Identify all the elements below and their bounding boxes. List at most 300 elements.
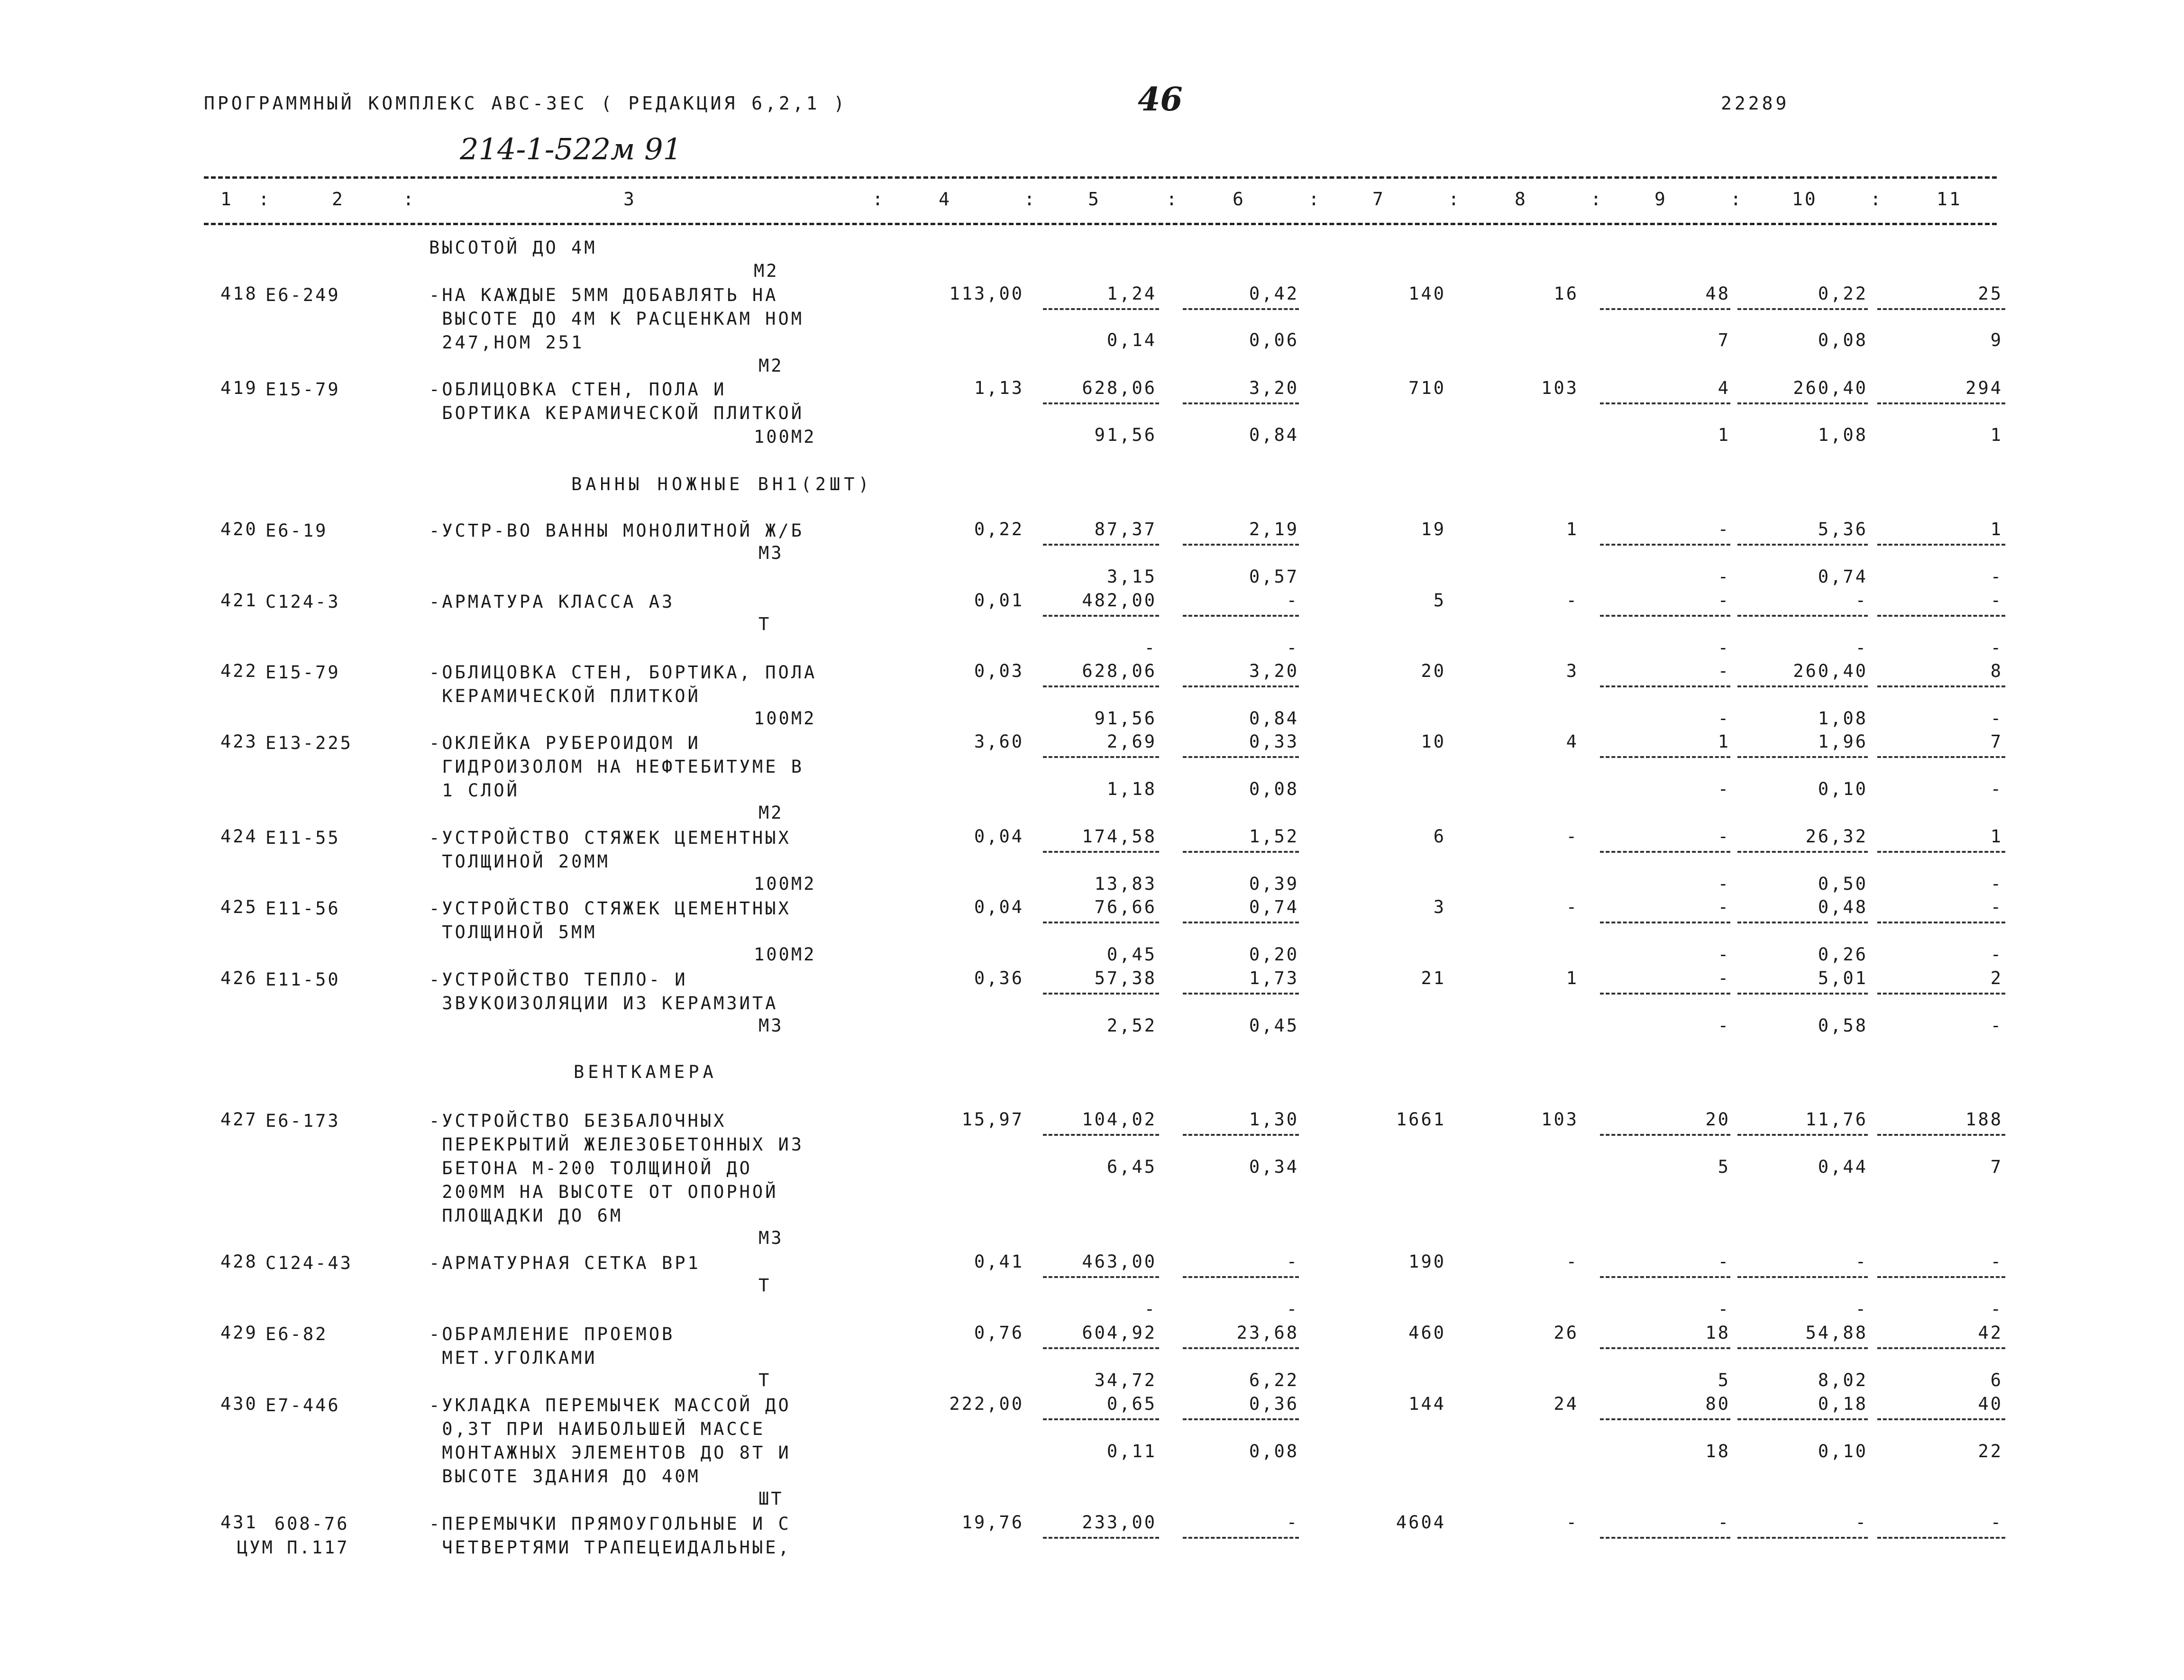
document-number: 22289 — [1721, 93, 1790, 114]
row-number: 424 — [220, 826, 258, 847]
unit-of-measure: 100М2 — [754, 427, 816, 447]
subtotal-divider — [1600, 993, 1730, 995]
subtotal-divider — [1737, 308, 1868, 310]
value-c6b: 0,08 — [1249, 1441, 1299, 1461]
subtotal-divider — [1877, 1347, 2005, 1349]
value-c9b: 7 — [1718, 330, 1730, 350]
value-c4: 3,60 — [974, 731, 1024, 752]
value-c7: 10 — [1421, 731, 1446, 752]
value-c11b: - — [1990, 1299, 2003, 1319]
value-c9b: - — [1718, 566, 1730, 587]
value-c9: - — [1718, 897, 1730, 917]
subtotal-divider — [1600, 615, 1730, 617]
unit-of-measure: М3 — [758, 543, 784, 563]
value-c10: 11,76 — [1805, 1109, 1868, 1130]
work-description: -АРМАТУРНАЯ СЕТКА ВР1 — [429, 1253, 701, 1273]
unit-of-measure: 100М2 — [754, 708, 816, 729]
row-number: 421 — [220, 590, 258, 611]
subtotal-divider — [1877, 308, 2005, 310]
value-c7: 3 — [1433, 897, 1446, 917]
subtotal-divider — [1183, 993, 1299, 995]
value-c9b: 1 — [1718, 425, 1730, 445]
value-c5b: 6,45 — [1106, 1157, 1157, 1177]
value-c8: 1 — [1566, 968, 1579, 988]
value-c9b: 5 — [1718, 1370, 1730, 1390]
col-header-4: 4 — [939, 189, 951, 210]
value-c6: 0,42 — [1249, 283, 1299, 304]
value-c10b: 0,58 — [1818, 1015, 1868, 1036]
subtotal-divider — [1043, 1418, 1159, 1420]
value-c11: - — [1990, 1251, 2003, 1272]
subtotal-divider — [1600, 308, 1730, 310]
value-c5b: - — [1144, 638, 1157, 658]
rate-code: Е6-19 — [265, 520, 328, 541]
value-c8: - — [1566, 590, 1579, 611]
value-c5b: 13,83 — [1094, 874, 1157, 894]
value-c10: 5,36 — [1818, 519, 1868, 539]
col-header-9: 9 — [1654, 189, 1667, 210]
col-sep: : — [258, 189, 269, 210]
subtotal-divider — [1877, 685, 2005, 687]
value-c5: 87,37 — [1094, 519, 1157, 539]
subtotal-divider — [1043, 1537, 1159, 1539]
subtotal-divider — [1183, 1276, 1299, 1278]
unit-of-measure: М3 — [758, 1015, 784, 1036]
subtotal-divider — [1737, 615, 1868, 617]
subtotal-divider — [1600, 402, 1730, 404]
value-c10b: 0,26 — [1818, 944, 1868, 965]
value-c5b: - — [1144, 1299, 1157, 1319]
value-c5b: 0,11 — [1106, 1441, 1157, 1461]
value-c8: - — [1566, 826, 1579, 847]
value-c11b: - — [1990, 1015, 2003, 1036]
value-c10b: 0,74 — [1818, 566, 1868, 587]
rate-code: Е7-446 — [265, 1395, 340, 1415]
subtotal-divider — [1877, 1134, 2005, 1136]
work-description: -ОБЛИЦОВКА СТЕН, БОРТИКА, ПОЛА КЕРАМИЧЕСКОЙ ПЛИТКОЙ — [429, 662, 817, 706]
value-c11b: - — [1990, 944, 2003, 965]
value-c11b: 1 — [1990, 425, 2003, 445]
value-c5: 604,92 — [1082, 1323, 1157, 1343]
rate-code: Е11-55 — [265, 828, 340, 848]
col-sep: : — [1024, 189, 1035, 210]
col-sep: : — [403, 189, 414, 210]
col-header-5: 5 — [1088, 189, 1101, 210]
subtotal-divider — [1043, 544, 1159, 546]
subtotal-divider — [1737, 922, 1868, 923]
row-number: 418 — [220, 283, 258, 304]
value-c5: 104,02 — [1082, 1109, 1157, 1130]
row-number: 425 — [220, 897, 258, 917]
value-c10: 0,18 — [1818, 1394, 1868, 1414]
subtotal-divider — [1877, 402, 2005, 404]
value-c9: 1 — [1718, 731, 1730, 752]
value-c11: 1 — [1990, 519, 2003, 539]
value-c11b: 9 — [1990, 330, 2003, 350]
value-c6: 3,20 — [1249, 378, 1299, 398]
value-c9: - — [1718, 1251, 1730, 1272]
value-c9b: 18 — [1705, 1441, 1730, 1461]
subtotal-divider — [1737, 402, 1868, 404]
value-c5: 76,66 — [1094, 897, 1157, 917]
subtotal-divider — [1737, 1418, 1868, 1420]
value-c8: - — [1566, 1251, 1579, 1272]
value-c6: - — [1286, 1512, 1299, 1533]
value-c7: 1661 — [1396, 1109, 1446, 1130]
value-c9b: - — [1718, 1299, 1730, 1319]
col-header-6: 6 — [1233, 189, 1245, 210]
value-c10: 0,22 — [1818, 283, 1868, 304]
value-c6: - — [1286, 1251, 1299, 1272]
value-c10b: - — [1855, 1299, 1868, 1319]
col-sep: : — [1448, 189, 1459, 210]
value-c6b: 0,45 — [1249, 1015, 1299, 1036]
value-c5: 463,00 — [1082, 1251, 1157, 1272]
value-c5b: 34,72 — [1094, 1370, 1157, 1390]
value-c11: 25 — [1978, 283, 2003, 304]
value-c9: 80 — [1705, 1394, 1730, 1414]
value-c4: 1,13 — [974, 378, 1024, 398]
value-c8: 26 — [1553, 1323, 1579, 1343]
value-c6: 0,33 — [1249, 731, 1299, 752]
row-number: 430 — [220, 1394, 258, 1414]
subtotal-divider — [1600, 685, 1730, 687]
work-description: -ОБЛИЦОВКА СТЕН, ПОЛА И БОРТИКА КЕРАМИЧЕСКОЙ ПЛИТКОЙ — [429, 379, 804, 423]
value-c10: 26,32 — [1805, 826, 1868, 847]
rate-code: Е15-79 — [265, 662, 340, 683]
continued-description: ВЫСОТОЙ ДО 4М — [429, 237, 597, 258]
value-c11: 294 — [1965, 378, 2003, 398]
value-c4: 0,04 — [974, 897, 1024, 917]
value-c11: 7 — [1990, 731, 2003, 752]
subtotal-divider — [1043, 756, 1159, 758]
value-c10b: 1,08 — [1818, 425, 1868, 445]
value-c7: 21 — [1421, 968, 1446, 988]
subtotal-divider — [1183, 1418, 1299, 1420]
subtotal-divider — [1737, 1276, 1868, 1278]
subtotal-divider — [1877, 544, 2005, 546]
value-c11: 1 — [1990, 826, 2003, 847]
value-c4: 0,41 — [974, 1251, 1024, 1272]
value-c10b: 0,08 — [1818, 330, 1868, 350]
value-c4: 0,03 — [974, 661, 1024, 681]
work-description: -УСТР-ВО ВАННЫ МОНОЛИТНОЙ Ж/Б — [429, 520, 804, 541]
value-c10b: 0,50 — [1818, 874, 1868, 894]
col-header-1: 1 — [220, 189, 233, 210]
value-c8: 24 — [1553, 1394, 1579, 1414]
value-c11b: - — [1990, 779, 2003, 799]
value-c10: 1,96 — [1818, 731, 1868, 752]
value-c8: - — [1566, 897, 1579, 917]
section-heading: ВАННЫ НОЖНЫЕ ВН1(2ШТ) — [571, 474, 873, 494]
value-c11b: - — [1990, 874, 2003, 894]
work-description: -УСТРОЙСТВО СТЯЖЕК ЦЕМЕНТНЫХ ТОЛЩИНОЙ 20ММ — [429, 828, 791, 872]
value-c7: 5 — [1433, 590, 1446, 611]
value-c4: 113,00 — [949, 283, 1024, 304]
value-c5: 482,00 — [1082, 590, 1157, 611]
value-c6: 1,52 — [1249, 826, 1299, 847]
subtotal-divider — [1877, 756, 2005, 758]
value-c6: 0,36 — [1249, 1394, 1299, 1414]
unit-of-measure: М3 — [758, 1228, 784, 1248]
value-c8: 103 — [1541, 1109, 1579, 1130]
rate-code: Е13-225 — [265, 733, 353, 753]
value-c6: 3,20 — [1249, 661, 1299, 681]
value-c5: 628,06 — [1082, 661, 1157, 681]
value-c5: 174,58 — [1082, 826, 1157, 847]
value-c10: 260,40 — [1793, 378, 1868, 398]
value-c4: 0,36 — [974, 968, 1024, 988]
value-c5: 233,00 — [1082, 1512, 1157, 1533]
work-description: -ОКЛЕЙКА РУБЕРОИДОМ И ГИДРОИЗОЛОМ НА НЕФТЕБИТУМЕ В 1 СЛОЙ — [429, 733, 804, 801]
subtotal-divider — [1043, 993, 1159, 995]
rate-code: С124-3 — [265, 592, 340, 612]
row-number: 422 — [220, 661, 258, 681]
rate-code: Е15-79 — [265, 379, 340, 400]
value-c8: - — [1566, 1512, 1579, 1533]
row-number: 427 — [220, 1109, 258, 1130]
value-c11: - — [1990, 1512, 2003, 1533]
subtotal-divider — [1600, 1134, 1730, 1136]
unit-of-measure: Т — [758, 1275, 771, 1296]
value-c9: 4 — [1718, 378, 1730, 398]
subtotal-divider — [1600, 851, 1730, 853]
rate-code: Е11-50 — [265, 969, 340, 990]
value-c4: 19,76 — [961, 1512, 1024, 1533]
value-c9: - — [1718, 590, 1730, 611]
unit-of-measure: М2 — [758, 803, 784, 823]
work-description: -ПЕРЕМЫЧКИ ПРЯМОУГОЛЬНЫЕ И С ЧЕТВЕРТЯМИ ТРАПЕЦЕИДАЛЬНЫЕ, — [429, 1514, 791, 1558]
row-number: 419 — [220, 378, 258, 398]
value-c11b: 22 — [1978, 1441, 2003, 1461]
subtotal-divider — [1043, 308, 1159, 310]
value-c6b: 0,34 — [1249, 1157, 1299, 1177]
subtotal-divider — [1043, 1134, 1159, 1136]
value-c9b: - — [1718, 638, 1730, 658]
value-c11b: - — [1990, 638, 2003, 658]
unit-of-measure: ШТ — [758, 1488, 784, 1509]
value-c11b: 7 — [1990, 1157, 2003, 1177]
value-c9b: 5 — [1718, 1157, 1730, 1177]
row-number: 431 — [220, 1512, 258, 1533]
work-description: -УСТРОЙСТВО СТЯЖЕК ЦЕМЕНТНЫХ ТОЛЩИНОЙ 5ММ — [429, 898, 791, 942]
subtotal-divider — [1877, 922, 2005, 923]
subtotal-divider — [1737, 1134, 1868, 1136]
value-c5b: 0,45 — [1106, 944, 1157, 965]
work-description: -УСТРОЙСТВО ТЕПЛО- И ЗВУКОИЗОЛЯЦИИ ИЗ КЕРАМЗИТА — [429, 969, 778, 1013]
value-c4: 0,22 — [974, 519, 1024, 539]
unit-of-measure: М2 — [758, 356, 784, 376]
unit-of-measure: 100М2 — [754, 944, 816, 965]
value-c9b: - — [1718, 779, 1730, 799]
value-c5: 628,06 — [1082, 378, 1157, 398]
col-sep: : — [1166, 189, 1177, 210]
value-c9: - — [1718, 519, 1730, 539]
row-number: 428 — [220, 1251, 258, 1272]
subtotal-divider — [1183, 1134, 1299, 1136]
subtotal-divider — [1043, 922, 1159, 923]
value-c4: 0,76 — [974, 1323, 1024, 1343]
value-c4: 0,01 — [974, 590, 1024, 611]
value-c6b: 0,84 — [1249, 708, 1299, 729]
value-c6: 2,19 — [1249, 519, 1299, 539]
subtotal-divider — [1183, 685, 1299, 687]
col-sep: : — [872, 189, 883, 210]
subtotal-divider — [1600, 922, 1730, 923]
col-header-10: 10 — [1792, 189, 1818, 210]
subtotal-divider — [1737, 1537, 1868, 1539]
value-c6: 0,74 — [1249, 897, 1299, 917]
value-c7: 140 — [1408, 283, 1446, 304]
value-c6b: 0,06 — [1249, 330, 1299, 350]
value-c9b: - — [1718, 1015, 1730, 1036]
value-c8: 3 — [1566, 661, 1579, 681]
col-header-3: 3 — [623, 189, 636, 210]
value-c11: 8 — [1990, 661, 2003, 681]
subtotal-divider — [1183, 544, 1299, 546]
value-c11: - — [1990, 590, 2003, 611]
subtotal-divider — [1600, 1276, 1730, 1278]
subtotal-divider — [1600, 544, 1730, 546]
col-header-7: 7 — [1372, 189, 1385, 210]
work-description: -АРМАТУРА КЛАССА А3 — [429, 592, 675, 612]
value-c11: 188 — [1965, 1109, 2003, 1130]
value-c7: 460 — [1408, 1323, 1446, 1343]
work-description: -УКЛАДКА ПЕРЕМЫЧЕК МАССОЙ ДО 0,3Т ПРИ НАИБОЛЬШЕЙ МАССЕ МОНТАЖНЫХ ЭЛЕМЕНТОВ ДО 8Т И ВЫСОТЕ ЗДАНИЯ ДО 40М — [429, 1395, 791, 1487]
value-c4: 15,97 — [961, 1109, 1024, 1130]
row-number: 426 — [220, 968, 258, 988]
row-number: 423 — [220, 731, 258, 752]
subtotal-divider — [1043, 1347, 1159, 1349]
value-c10: 54,88 — [1805, 1323, 1868, 1343]
value-c11b: - — [1990, 566, 2003, 587]
subtotal-divider — [1043, 615, 1159, 617]
value-c4: 0,04 — [974, 826, 1024, 847]
value-c7: 144 — [1408, 1394, 1446, 1414]
value-c6b: 0,39 — [1249, 874, 1299, 894]
work-description: -УСТРОЙСТВО БЕЗБАЛОЧНЫХ ПЕРЕКРЫТИЙ ЖЕЛЕЗОБЕТОННЫХ ИЗ БЕТОНА М-200 ТОЛЩИНОЙ ДО 200ММ НА ВЫСОТЕ ОТ ОПОРНОЙ ПЛОЩАДКИ ДО 6М — [429, 1111, 804, 1226]
value-c7: 4604 — [1396, 1512, 1446, 1533]
value-c10: - — [1855, 1251, 1868, 1272]
value-c6b: 0,08 — [1249, 779, 1299, 799]
subtotal-divider — [1183, 922, 1299, 923]
row-number: 429 — [220, 1323, 258, 1343]
subtotal-divider — [1737, 756, 1868, 758]
subtotal-divider — [1183, 756, 1299, 758]
col-header-8: 8 — [1515, 189, 1527, 210]
col-header-2: 2 — [332, 189, 345, 210]
value-c5b: 0,14 — [1106, 330, 1157, 350]
col-sep: : — [1730, 189, 1741, 210]
unit-of-measure: Т — [758, 614, 771, 634]
value-c6: 1,30 — [1249, 1109, 1299, 1130]
subtotal-divider — [1043, 402, 1159, 404]
value-c7: 710 — [1408, 378, 1446, 398]
rate-code: Е6-173 — [265, 1111, 340, 1131]
value-c10: - — [1855, 1512, 1868, 1533]
header-bottom-rule — [204, 223, 1997, 225]
value-c10b: 1,08 — [1818, 708, 1868, 729]
col-sep: : — [1870, 189, 1881, 210]
subtotal-divider — [1600, 1347, 1730, 1349]
value-c7: 6 — [1433, 826, 1446, 847]
value-c6b: 0,57 — [1249, 566, 1299, 587]
value-c5: 1,24 — [1106, 283, 1157, 304]
subtotal-divider — [1737, 851, 1868, 853]
subtotal-divider — [1600, 756, 1730, 758]
value-c10: - — [1855, 590, 1868, 611]
unit-of-measure: 100М2 — [754, 874, 816, 894]
subtotal-divider — [1877, 615, 2005, 617]
page-number: 46 — [1138, 81, 1183, 119]
subtotal-divider — [1183, 402, 1299, 404]
value-c8: 1 — [1566, 519, 1579, 539]
value-c10: 5,01 — [1818, 968, 1868, 988]
value-c9: 18 — [1705, 1323, 1730, 1343]
value-c11: 42 — [1978, 1323, 2003, 1343]
subtotal-divider — [1600, 1537, 1730, 1539]
value-c11: 40 — [1978, 1394, 2003, 1414]
rate-code: Е11-56 — [265, 898, 340, 919]
col-sep: : — [1590, 189, 1601, 210]
rate-code: Е6-82 — [265, 1324, 328, 1344]
subtotal-divider — [1183, 308, 1299, 310]
value-c10b: 0,10 — [1818, 1441, 1868, 1461]
subtotal-divider — [1877, 1537, 2005, 1539]
value-c11: - — [1990, 897, 2003, 917]
value-c5b: 2,52 — [1106, 1015, 1157, 1036]
subtotal-divider — [1043, 851, 1159, 853]
rate-code: 608-76 ЦУМ П.117 — [237, 1514, 349, 1558]
subtotal-divider — [1183, 1537, 1299, 1539]
subtotal-divider — [1877, 851, 2005, 853]
value-c10: 260,40 — [1793, 661, 1868, 681]
value-c6b: 0,20 — [1249, 944, 1299, 965]
subtotal-divider — [1600, 1418, 1730, 1420]
value-c5b: 3,15 — [1106, 566, 1157, 587]
value-c7: 190 — [1408, 1251, 1446, 1272]
value-c5b: 91,56 — [1094, 708, 1157, 729]
subtotal-divider — [1877, 993, 2005, 995]
subtotal-divider — [1183, 615, 1299, 617]
subtotal-divider — [1737, 1347, 1868, 1349]
value-c5: 57,38 — [1094, 968, 1157, 988]
section-heading: ВЕНТКАМЕРА — [574, 1062, 717, 1082]
value-c9: - — [1718, 661, 1730, 681]
program-header: ПРОГРАММНЫЙ КОМПЛЕКС АВС-3ЕС ( РЕДАКЦИЯ 6,2,1 ) — [204, 93, 848, 114]
value-c7: 20 — [1421, 661, 1446, 681]
value-c6: - — [1286, 590, 1299, 611]
value-c10: 0,48 — [1818, 897, 1868, 917]
value-c5: 0,65 — [1106, 1394, 1157, 1414]
subtotal-divider — [1877, 1418, 2005, 1420]
value-c11: 2 — [1990, 968, 2003, 988]
value-c9b: - — [1718, 944, 1730, 965]
rate-code: Е6-249 — [265, 285, 340, 305]
col-sep: : — [1308, 189, 1319, 210]
value-c9b: - — [1718, 874, 1730, 894]
value-c9: - — [1718, 968, 1730, 988]
rate-code: С124-43 — [265, 1253, 353, 1273]
value-c6b: 6,22 — [1249, 1370, 1299, 1390]
row-number: 420 — [220, 519, 258, 539]
header-top-rule — [204, 176, 1997, 179]
value-c8: 16 — [1553, 283, 1579, 304]
value-c9: - — [1718, 826, 1730, 847]
value-c4: 222,00 — [949, 1394, 1024, 1414]
value-c5: 2,69 — [1106, 731, 1157, 752]
value-c6b: - — [1286, 1299, 1299, 1319]
